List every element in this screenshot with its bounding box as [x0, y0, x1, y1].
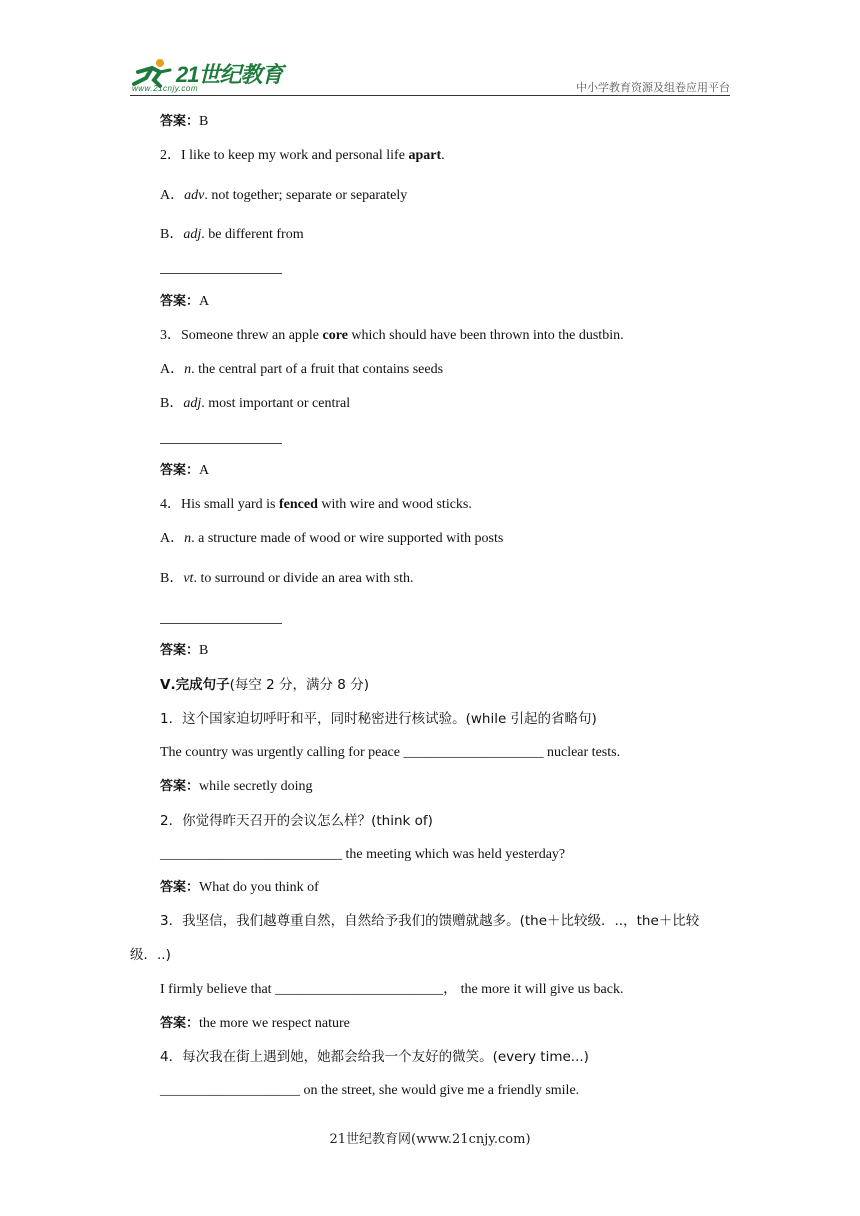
answer-label: 答案： [160, 880, 200, 895]
option-label: B． [160, 571, 184, 586]
header-divider [130, 95, 730, 96]
answer-blank-line [160, 443, 282, 444]
page-footer: 21世纪教育网(www.21cnjy.com) [329, 1132, 531, 1147]
option-text: . a structure made of wood or wire supported with posts [191, 531, 504, 546]
question-text-end: with wire and wood sticks. [317, 497, 472, 512]
header-tagline: 中小学教育资源及组卷应用平台 [576, 81, 730, 94]
question-number: 3． [160, 328, 181, 343]
part-of-speech: n [184, 362, 192, 377]
sentence-3-english: I firmly believe that ________________________， the more it will give us back. [160, 982, 624, 997]
answer-value: B [199, 643, 209, 658]
option-b [160, 395, 350, 413]
answer-line-q4 [160, 642, 208, 660]
part-of-speech: n [184, 531, 192, 546]
section-heading [160, 676, 369, 695]
answer-line-s1 [160, 778, 313, 796]
answer-label: 答案： [160, 1016, 200, 1031]
question-number: 2． [160, 148, 181, 163]
question-text: I like to keep my work and personal life [181, 148, 409, 163]
answer-line-s2 [160, 879, 319, 897]
option-b [160, 226, 304, 244]
logo-url: www.21cnjy.com [132, 84, 198, 93]
question-text-end: which should have been thrown into the dustbin. [347, 328, 624, 343]
answer-line-s3 [160, 1015, 350, 1033]
answer-value: B [199, 114, 209, 129]
question-text-end: . [441, 148, 445, 163]
option-b [160, 570, 414, 588]
answer-label: 答案： [160, 294, 200, 309]
question-3 [160, 327, 624, 345]
sentence-4-chinese: 4．每次我在街上遇到她，她都会给我一个友好的微笑。(every time...) [160, 1049, 589, 1065]
section-title: Ⅴ.完成句子 [160, 677, 230, 693]
question-4 [160, 496, 472, 514]
option-text: . the central part of a fruit that contains seeds [191, 362, 444, 377]
option-text: . to surround or divide an area with sth. [193, 571, 414, 586]
part-of-speech: vt [183, 571, 194, 586]
option-label: B． [160, 396, 184, 411]
option-a [160, 530, 503, 548]
sentence-2-chinese: 2．你觉得昨天召开的会议怎么样？(think of) [160, 813, 433, 829]
answer-value: while secretly doing [199, 779, 313, 794]
part-of-speech: adj [183, 396, 202, 411]
sentence-2-english: __________________________ the meeting which was held yesterday? [160, 847, 566, 862]
site-logo [130, 56, 290, 96]
question-text: Someone threw an apple [181, 328, 323, 343]
answer-value: the more we respect nature [199, 1016, 350, 1031]
question-text: His small yard is [181, 497, 279, 512]
option-label: A． [160, 531, 185, 546]
page-header [130, 56, 730, 96]
keyword: core [322, 328, 348, 343]
question-number: 4． [160, 497, 181, 512]
question-2 [160, 147, 445, 165]
option-a [160, 187, 407, 205]
option-label: A． [160, 362, 185, 377]
answer-label: 答案： [160, 779, 200, 794]
answer-blank-line [160, 273, 282, 274]
keyword: apart [408, 148, 442, 163]
option-text: . be different from [201, 227, 304, 242]
answer-line-q3 [160, 462, 209, 480]
sentence-1-chinese: 1．这个国家迫切呼吁和平，同时秘密进行核试验。(while 引起的省略句) [160, 711, 597, 727]
answer-value: A [199, 463, 210, 478]
section-note: (每空 2 分，满分 8 分) [229, 677, 369, 693]
answer-label: 答案： [160, 463, 200, 478]
answer-blank-line [160, 623, 282, 624]
option-a [160, 361, 443, 379]
answer-value: A [199, 294, 210, 309]
part-of-speech: adj [183, 227, 202, 242]
sentence-4-english: ____________________ on the street, she would give me a friendly smile. [160, 1083, 580, 1098]
answer-line-q1 [160, 113, 208, 131]
sentence-3-chinese: 3．我坚信，我们越尊重自然，自然给予我们的馈赠就越多。(the＋比较级．..，the＋比较级．..) [130, 913, 700, 963]
part-of-speech: adv [184, 188, 205, 203]
answer-label: 答案： [160, 643, 200, 658]
option-label: B． [160, 227, 184, 242]
logo-text: 21世纪教育 [176, 62, 283, 87]
option-text: . most important or central [201, 396, 351, 411]
keyword: fenced [279, 497, 318, 512]
answer-line-q2 [160, 293, 209, 311]
sentence-1-english: The country was urgently calling for peace ____________________ nuclear tests. [160, 745, 621, 760]
answer-label: 答案： [160, 114, 200, 129]
option-label: A． [160, 188, 185, 203]
option-text: . not together; separate or separately [204, 188, 408, 203]
answer-value: What do you think of [199, 880, 319, 895]
